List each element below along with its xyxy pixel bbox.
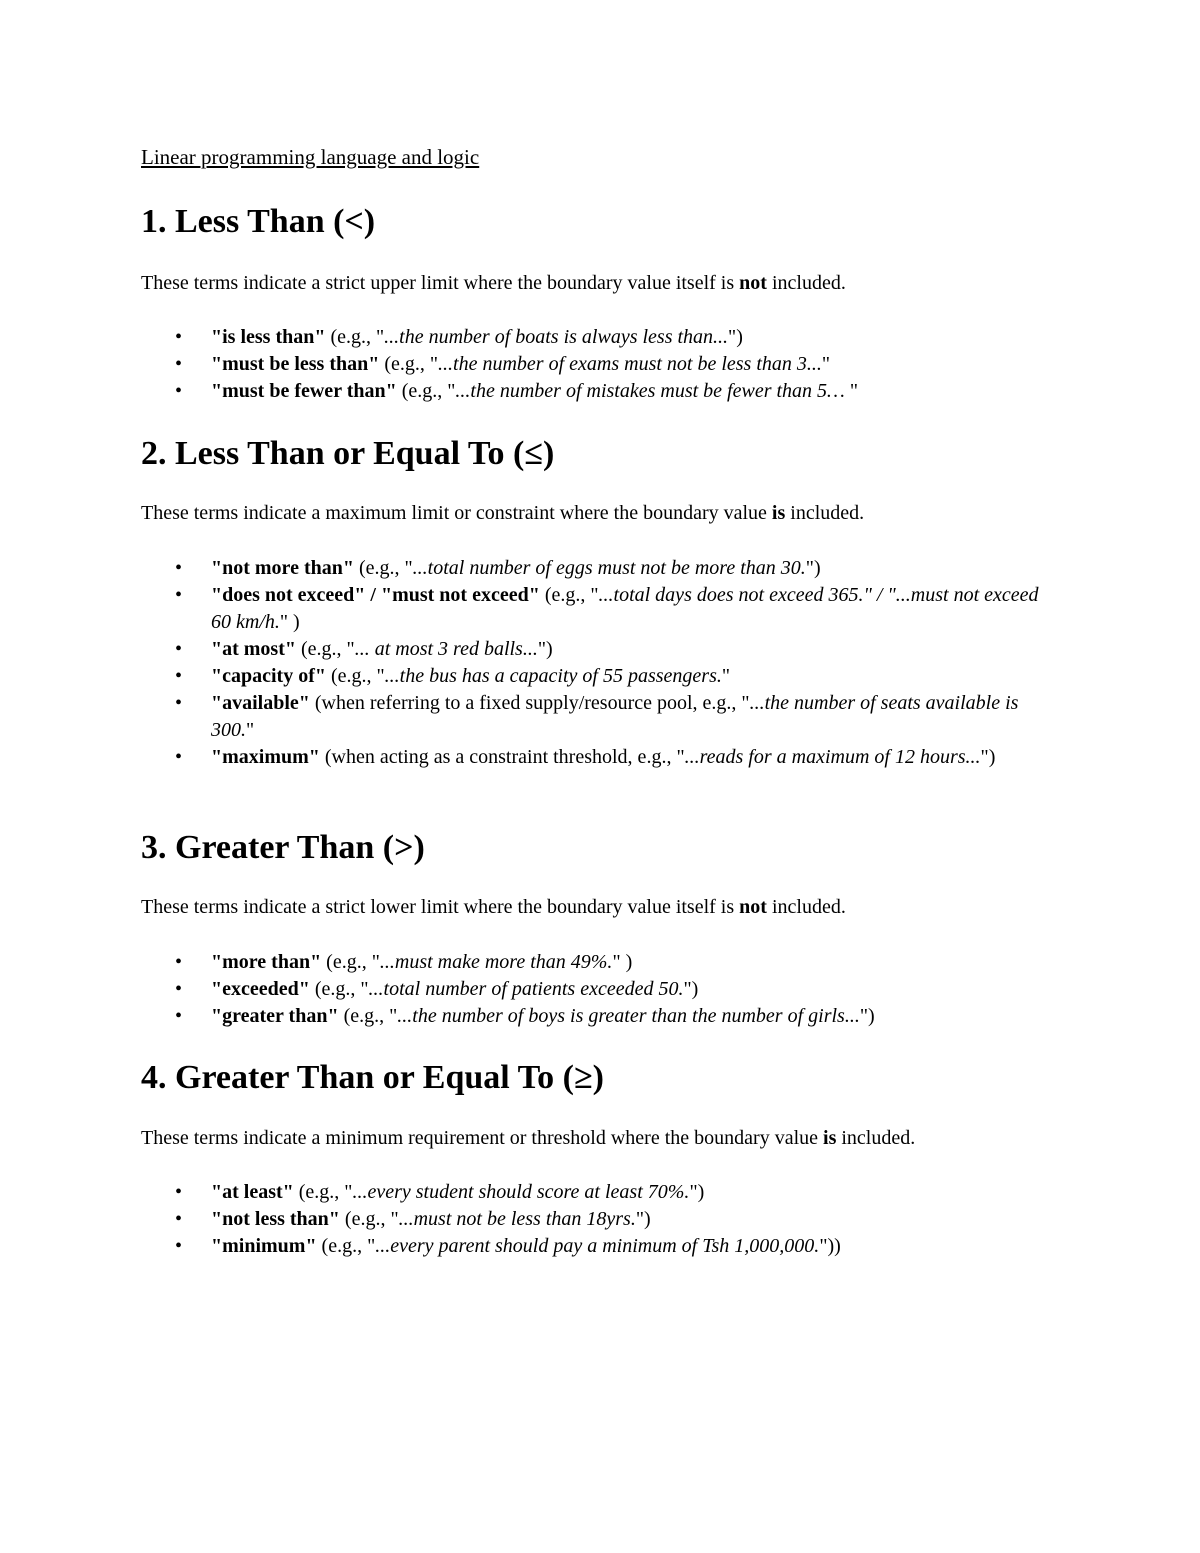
- term-list: [141, 1179, 1061, 1260]
- example-text: ...reads for a maximum of 12 hours...: [684, 746, 981, 768]
- list-item: [141, 1179, 1061, 1206]
- term-list: [141, 324, 1061, 405]
- example-text: ...the number of boys is greater than the number of girls...: [397, 1005, 860, 1027]
- term-phrase: "available": [211, 692, 310, 714]
- example-suffix: "): [635, 1208, 651, 1230]
- term-phrase: "at least": [211, 1181, 294, 1203]
- term-phrase: "more than": [211, 951, 322, 973]
- bullet-icon: •: [175, 557, 183, 579]
- example-text: ... at most 3 red balls...: [354, 638, 538, 660]
- example-suffix: ")): [819, 1235, 841, 1257]
- list-item: [141, 378, 1061, 405]
- list-item: [141, 976, 1061, 1003]
- bullet-icon: •: [175, 380, 183, 402]
- example-prefix: (e.g., ": [539, 584, 599, 606]
- list-item: [141, 690, 1061, 744]
- example-text: ...the bus has a capacity of 55 passengers.: [384, 665, 722, 687]
- example-text: ...the number of mistakes must be fewer than 5…: [455, 380, 850, 402]
- example-suffix: ": [721, 665, 731, 687]
- example-text: ...total number of eggs must not be more than 30.: [412, 557, 806, 579]
- example-prefix: (e.g., ": [379, 353, 439, 375]
- example-suffix: " ): [279, 611, 300, 633]
- example-text: ...must not be less than 18yrs.: [398, 1208, 636, 1230]
- list-item: [141, 351, 1061, 378]
- example-text: ...must make more than 49%.: [379, 951, 613, 973]
- term-list: [141, 555, 1061, 771]
- example-prefix: (e.g., ": [293, 1181, 353, 1203]
- section-greater-than: [141, 828, 1061, 1027]
- section-less-than-or-equal: [141, 434, 1061, 768]
- intro-text-end: included.: [766, 896, 846, 918]
- term-phrase: "is less than": [211, 326, 326, 348]
- bullet-icon: •: [175, 584, 183, 606]
- intro-text-end: included.: [766, 272, 846, 294]
- bullet-icon: •: [175, 353, 183, 375]
- section-heading: 1. Less Than (<): [141, 203, 376, 240]
- intro-emphasis: is: [823, 1127, 837, 1149]
- example-text: ...the number of exams must not be less than 3...: [438, 353, 822, 375]
- example-prefix: (when acting as a constraint threshold, e.g., ": [319, 746, 685, 768]
- example-prefix: (e.g., ": [325, 665, 385, 687]
- example-text: ...total days does not exceed 365." / "...must not exceed 60 km/h.: [211, 584, 1039, 633]
- example-prefix: (e.g., ": [325, 326, 385, 348]
- section-heading: 3. Greater Than (>): [141, 829, 425, 866]
- term-phrase: "capacity of": [211, 665, 326, 687]
- section-heading: 2. Less Than or Equal To (≤): [141, 435, 555, 472]
- list-item: [141, 324, 1061, 351]
- term-phrase: "minimum": [211, 1235, 317, 1257]
- list-item: [141, 663, 1061, 690]
- example-prefix: (e.g., ": [295, 638, 355, 660]
- term-list: [141, 949, 1061, 1030]
- intro-emphasis: not: [739, 272, 767, 294]
- intro-text: These terms indicate a strict upper limit where the boundary value itself is: [141, 272, 740, 294]
- example-suffix: "): [689, 1181, 705, 1203]
- example-text: ...every student should score at least 70%.: [352, 1181, 690, 1203]
- intro-emphasis: is: [771, 502, 786, 524]
- term-phrase: "exceeded": [211, 978, 310, 1000]
- example-prefix: (e.g., ": [321, 951, 380, 973]
- list-item: [141, 1233, 1061, 1260]
- bullet-icon: •: [175, 978, 183, 1000]
- section-intro: [141, 270, 846, 297]
- example-suffix: ": [849, 380, 858, 402]
- term-phrase: "does not exceed" / "must not exceed": [211, 584, 540, 606]
- bullet-icon: •: [175, 1181, 183, 1203]
- term-phrase: "must be less than": [211, 353, 380, 375]
- intro-text-end: included.: [785, 502, 865, 524]
- example-suffix: ": [246, 719, 255, 741]
- bullet-icon: •: [175, 1208, 183, 1230]
- example-suffix: "): [537, 638, 553, 660]
- example-text: ...total number of patients exceeded 50.: [368, 978, 684, 1000]
- example-text: ...every parent should pay a minimum of Tsh 1,000,000.: [375, 1235, 820, 1257]
- bullet-icon: •: [175, 665, 183, 687]
- intro-text: These terms indicate a strict lower limit where the boundary value itself is: [141, 896, 740, 918]
- section-intro: [141, 500, 864, 527]
- bullet-icon: •: [175, 326, 183, 348]
- list-item: [141, 1206, 1061, 1233]
- bullet-icon: •: [175, 1235, 183, 1257]
- section-greater-than-or-equal: [141, 1058, 1061, 1257]
- intro-text: These terms indicate a maximum limit or constraint where the boundary value: [141, 502, 772, 524]
- example-prefix: (e.g., ": [316, 1235, 376, 1257]
- term-phrase: "must be fewer than": [211, 380, 397, 402]
- example-suffix: "): [859, 1005, 875, 1027]
- example-suffix: ": [821, 353, 831, 375]
- section-intro: [141, 894, 846, 921]
- example-suffix: " ): [612, 951, 633, 973]
- example-suffix: "): [805, 557, 821, 579]
- list-item: [141, 949, 1061, 976]
- list-item: [141, 582, 1061, 636]
- example-suffix: "): [683, 978, 699, 1000]
- term-phrase: "at most": [211, 638, 296, 660]
- bullet-icon: •: [175, 1005, 183, 1027]
- list-item: [141, 1003, 1061, 1030]
- section-intro: [141, 1125, 915, 1152]
- bullet-icon: •: [175, 692, 183, 714]
- bullet-icon: •: [175, 746, 183, 768]
- list-item: [141, 636, 1061, 663]
- example-prefix: (when referring to a fixed supply/resource pool, e.g., ": [309, 692, 750, 714]
- intro-emphasis: not: [739, 896, 767, 918]
- section-less-than: [141, 202, 1061, 402]
- example-prefix: (e.g., ": [309, 978, 369, 1000]
- term-phrase: "greater than": [211, 1005, 339, 1027]
- example-text: ...the number of boats is always less than...: [384, 326, 729, 348]
- bullet-icon: •: [175, 638, 183, 660]
- example-prefix: (e.g., ": [338, 1005, 398, 1027]
- example-suffix: "): [728, 326, 743, 348]
- example-prefix: (e.g., ": [396, 380, 456, 402]
- intro-text-end: included.: [836, 1127, 916, 1149]
- list-item: [141, 555, 1061, 582]
- example-text: ...the number of seats available is 300.: [211, 692, 1019, 741]
- document-title: Linear programming language and logic: [141, 145, 480, 169]
- intro-text: These terms indicate a minimum requirement or threshold where the boundary value: [141, 1127, 824, 1149]
- list-item: [141, 744, 1061, 771]
- term-phrase: "maximum": [211, 746, 320, 768]
- example-prefix: (e.g., ": [339, 1208, 399, 1230]
- section-heading: 4. Greater Than or Equal To (≥): [141, 1059, 604, 1096]
- example-prefix: (e.g., ": [353, 557, 413, 579]
- bullet-icon: •: [175, 951, 183, 973]
- term-phrase: "not more than": [211, 557, 354, 579]
- example-suffix: "): [980, 746, 996, 768]
- term-phrase: "not less than": [211, 1208, 340, 1230]
